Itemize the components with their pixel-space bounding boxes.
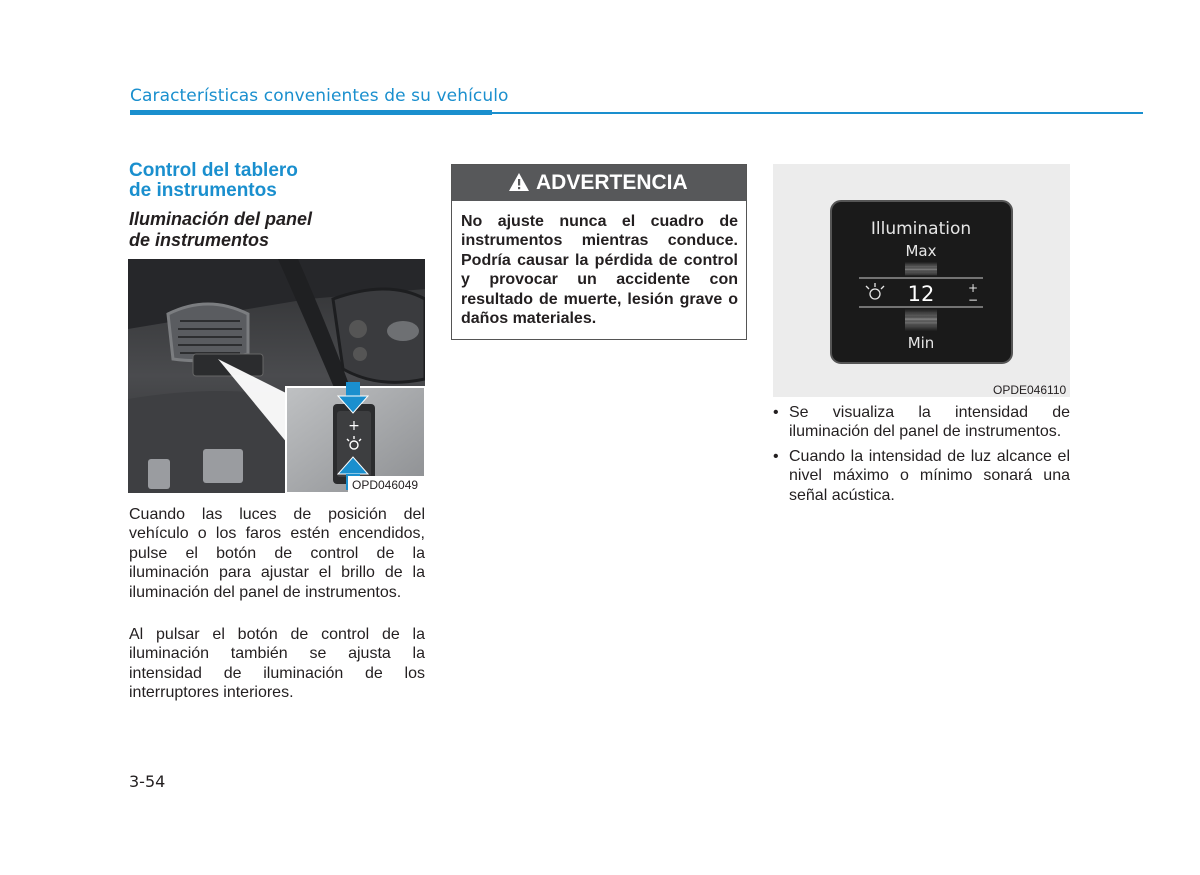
display-max-label: Max [905, 242, 937, 260]
dashboard-illustration [128, 259, 425, 493]
dashboard-photo [128, 259, 425, 493]
display-plus: + [967, 281, 979, 295]
bullet-item [773, 403, 1070, 442]
paragraph-1: Cuando las luces de posición del vehículo o los faros estén encendidos, pulse el botón de control de la iluminación para ajustar el brillo de la iluminación del panel de instrumentos. [129, 506, 425, 601]
section-title-line2: de instrumentos [129, 180, 277, 201]
display-value: 12 [907, 282, 935, 306]
bullet-text-1: Se visualiza la intensidad de iluminación del panel de instrumentos. [789, 404, 1070, 441]
subsection-title [129, 209, 312, 251]
paragraph-2: Al pulsar el botón de control de la iluminación también se ajusta la intensidad de iluminación de los interruptores interiores. [129, 626, 425, 702]
subsection-title-line1: Iluminación del panel [129, 209, 313, 229]
section-title [129, 161, 298, 201]
air-vent [168, 304, 248, 361]
display-minus: − [967, 293, 979, 307]
header-rule [492, 112, 1143, 114]
figure-code-left: OPD046049 [352, 478, 419, 492]
subsection-title-line2: de instrumentos [129, 230, 270, 250]
bullet-list [773, 403, 1070, 510]
cluster-display-figure [773, 164, 1070, 397]
bullet-dot: • [773, 404, 779, 421]
header-rule-accent [130, 110, 492, 115]
warning-title: ADVERTENCIA [536, 171, 688, 194]
display-min-label: Min [907, 334, 935, 352]
figure-code-right: OPDE046110 [993, 383, 1067, 397]
display-title: Illumination [870, 219, 972, 239]
section-title-line1: Control del tablero [129, 160, 298, 181]
button-plus-label: + [348, 418, 360, 434]
bullet-dot: • [773, 447, 779, 465]
illumination-display [773, 164, 1070, 397]
bullet-item [773, 447, 1070, 505]
warning-triangle-icon [508, 172, 530, 192]
page-number: 3-54 [129, 772, 166, 791]
bullet-text-2: Cuando la intensidad de luz alcance el nivel máximo o mínimo sonará una señal acústica. [789, 447, 1070, 504]
warning-text: No ajuste nunca el cuadro de instrumentos mientras conduce. Podría causar la pérdida de control y provocar un accidente con resultado de muerte, lesión grave o daños materiales. [461, 213, 738, 328]
running-header: Características convenientes de su vehículo [130, 86, 509, 106]
